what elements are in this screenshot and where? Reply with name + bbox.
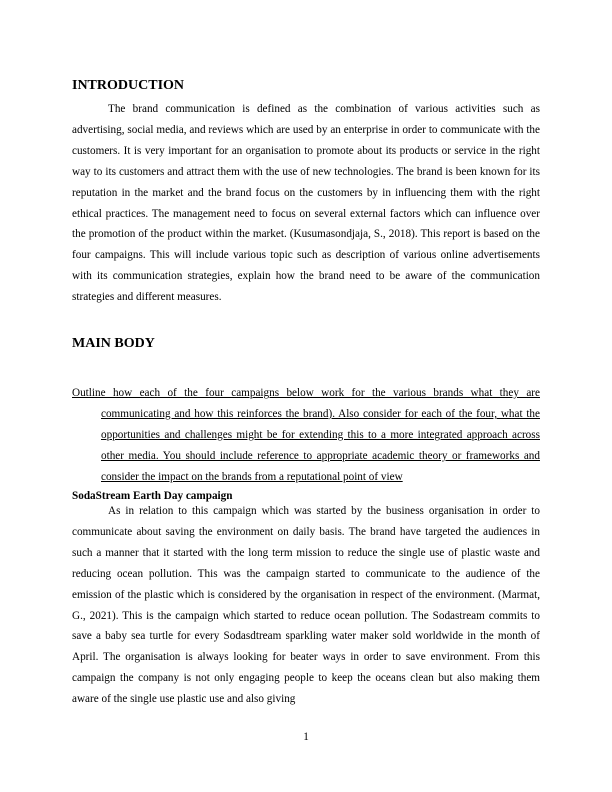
outline-instructions: Outline how each of the four campaigns below work for the various brands what they are communicating and how this reinforces the brand). Also consider for each of the four, what the opportunities and challenges might be for extending this to a more integrated approach across other media. You should include reference to appropriate academic theory or frameworks and consider the impact on the brands from a reputational point of view (72, 387, 540, 483)
introduction-paragraph: The brand communication is defined as the combination of various activities such as advertising, social media, and reviews which are used by an enterprise in order to communicate with the customers. It is very important for an organisation to promote about its products or service in the right way to its customers and attract them with the use of new technologies. The brand is been known for its reputation in the market and the brand focus on the customers by in influencing them with the right ethical practices. The management need to focus on several external factors which can influence over the promotion of the product within the market. (Kusumasondjaja, S., 2018). This report is based on the four campaigns. This will include various topic such as description of various online advertisements with its communication strategies, explain how the brand need to be aware of the communication strategies and different measures. (72, 103, 540, 304)
sodastream-campaign-paragraph: As in relation to this campaign which was started by the business organisation in order to communicate about saving the environment on daily basis. The brand have targeted the audiences in such a manner that it started with the long term mission to reduce the single use of plastic waste and reducing ocean pollution. This was the campaign started to communicate to the audience of the emission of the plastic which is considered by the organisation in respect of the environment. (Marmat, G., 2021). This is the campaign which started to reduce ocean pollution. The Sodastream commits to save a baby sea turtle for every Sodasdtream sparkling water maker sold worldwide in the month of April. The organisation is always looking for beater ways in order to save environment. From this campaign the company is not only engaging people to keep the oceans clean but also making them aware of the single use plastic use and also giving (72, 505, 540, 706)
sodastream-campaign-heading: SodaStream Earth Day campaign (72, 490, 233, 502)
page-number: 1 (303, 731, 309, 743)
introduction-heading: INTRODUCTION (72, 78, 185, 93)
main-body-heading: MAIN BODY (72, 336, 155, 351)
